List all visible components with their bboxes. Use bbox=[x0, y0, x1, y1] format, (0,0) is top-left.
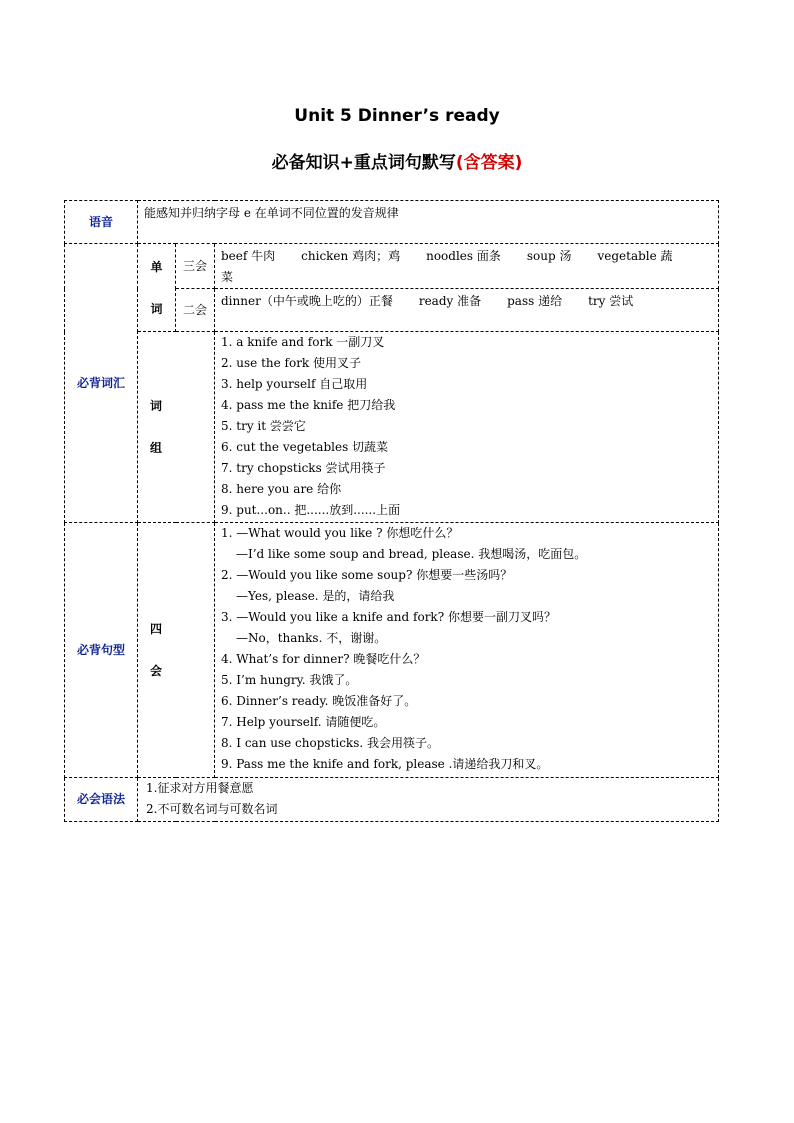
phrase-list bbox=[215, 332, 719, 523]
word-vegetable: vegetable 蔬 bbox=[597, 249, 673, 263]
word-chicken: chicken 鸡肉；鸡 bbox=[301, 249, 401, 263]
sentences-label: 必背句型 bbox=[65, 523, 138, 778]
sentence-line: 4. What’s for dinner? 晚餐吃什么？ bbox=[221, 652, 426, 666]
page-subtitle bbox=[0, 148, 794, 173]
pronunciation-text: 能感知并归纳字母 e 在单词不同位置的发音规律 bbox=[138, 201, 719, 244]
sanhui-row bbox=[65, 244, 719, 289]
phrase-item: 1. a knife and fork 一副刀叉 bbox=[221, 335, 385, 349]
sentence-line: 7. Help yourself. 请随便吃。 bbox=[221, 715, 386, 729]
phrase-item: 8. here you are 给你 bbox=[221, 482, 342, 496]
sanhui-line-1 bbox=[221, 246, 712, 267]
sentence-line: —No，thanks. 不，谢谢。 bbox=[236, 631, 387, 645]
sentence-line: 3. —Would you like a knife and fork? 你想要一副刀叉吗？ bbox=[221, 610, 556, 624]
phrase-item: 9. put...on.. 把......放到......上面 bbox=[221, 503, 401, 517]
grammar-item: 2.不可数名词与可数名词 bbox=[146, 802, 278, 816]
word-label: 单 词 bbox=[138, 244, 176, 332]
sentences-row bbox=[65, 523, 719, 778]
grammar-item: 1.征求对方用餐意愿 bbox=[146, 781, 254, 795]
word-soup: soup 汤 bbox=[526, 249, 572, 263]
word-noodles: noodles 面条 bbox=[426, 249, 501, 263]
phrase-item: 7. try chopsticks 尝试用筷子 bbox=[221, 461, 386, 475]
phrase-item: 3. help yourself 自己取用 bbox=[221, 377, 368, 391]
sanhui-label: 三会 bbox=[176, 244, 215, 289]
sentence-line: —I’d like some soup and bread, please. 我想喝汤，吃面包。 bbox=[236, 547, 587, 561]
sentence-line: —Yes, please. 是的，请给我 bbox=[236, 589, 395, 603]
erhui-words bbox=[215, 289, 719, 332]
sanhui-words bbox=[215, 244, 719, 289]
sentences-level: 四 会 bbox=[138, 523, 215, 778]
pronunciation-label: 语音 bbox=[65, 201, 138, 244]
grammar-row bbox=[65, 778, 719, 822]
sentence-line: 5. I’m hungry. 我饿了。 bbox=[221, 673, 358, 687]
subtitle-answer-note: (含答案) bbox=[455, 153, 523, 173]
grammar-label: 必会语法 bbox=[65, 778, 138, 822]
sentence-line: 2. —Would you like some soup? 你想要一些汤吗？ bbox=[221, 568, 513, 582]
phrase-item: 6. cut the vegetables 切蔬菜 bbox=[221, 440, 389, 454]
vocab-label: 必背词汇 bbox=[65, 244, 138, 523]
phrase-item: 4. pass me the knife 把刀给我 bbox=[221, 398, 396, 412]
subtitle-main: 必备知识+重点词句默写 bbox=[271, 153, 456, 173]
sanhui-line-2: 菜 bbox=[221, 270, 234, 284]
phrases-row bbox=[65, 332, 719, 523]
pronunciation-row bbox=[65, 201, 719, 244]
sentence-line: 8. I can use chopsticks. 我会用筷子。 bbox=[221, 736, 439, 750]
word-beef: beef 牛肉 bbox=[221, 249, 276, 263]
phrase-label: 词 组 bbox=[138, 332, 215, 523]
erhui-label: 二会 bbox=[176, 289, 215, 332]
word-dinner: dinner（中午或晚上吃的）正餐 bbox=[221, 294, 393, 308]
word-try: try 尝试 bbox=[588, 294, 634, 308]
sentence-list bbox=[215, 523, 719, 778]
phrase-item: 2. use the fork 使用叉子 bbox=[221, 356, 362, 370]
sentence-line: 9. Pass me the knife and fork, please .请递给我刀和叉。 bbox=[221, 757, 549, 771]
sentence-line: 6. Dinner’s ready. 晚饭准备好了。 bbox=[221, 694, 417, 708]
sentence-line: 1. —What would you like ? 你想吃什么？ bbox=[221, 526, 459, 540]
phrase-item: 5. try it 尝尝它 bbox=[221, 419, 306, 433]
page-title: Unit 5 Dinner’s ready bbox=[294, 106, 500, 126]
grammar-list bbox=[138, 778, 719, 822]
word-ready: ready 准备 bbox=[418, 294, 482, 308]
knowledge-table bbox=[64, 200, 719, 822]
word-pass: pass 递给 bbox=[507, 294, 563, 308]
